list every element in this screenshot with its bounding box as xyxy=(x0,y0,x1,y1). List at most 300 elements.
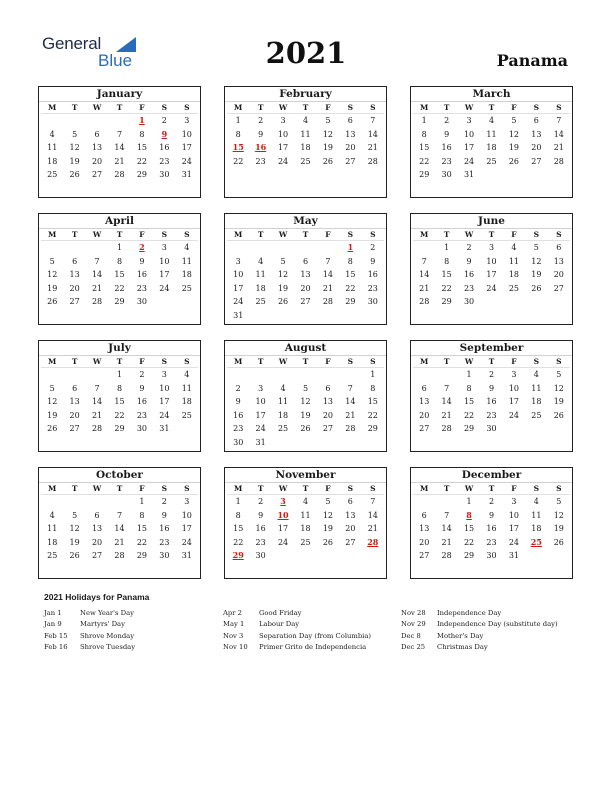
day-cell: 1 xyxy=(421,116,427,125)
day-cell: 16 xyxy=(463,270,475,280)
day-cell: 3 xyxy=(184,497,190,506)
day-cell: 22 xyxy=(136,156,148,166)
day-cell: 7 xyxy=(444,510,450,520)
day-cell: 2 xyxy=(466,243,472,252)
day-cell: 12 xyxy=(47,397,58,407)
day-cell: 18 xyxy=(508,270,520,280)
holiday-date: Apr 2 xyxy=(223,609,242,617)
day-cell: 19 xyxy=(508,143,520,153)
day-cell: 12 xyxy=(69,524,80,534)
holiday-name: Martyrs' Day xyxy=(80,620,125,629)
day-cell: 16 xyxy=(486,397,497,407)
day-cell: 25 xyxy=(181,410,192,420)
day-cell: 3 xyxy=(466,116,472,125)
day-cell: 27 xyxy=(553,283,564,293)
day-cell: 15 xyxy=(233,524,244,534)
empty-day-cell xyxy=(413,368,435,382)
holiday-date: Jan 9 xyxy=(44,620,62,629)
day-cell: 20 xyxy=(91,156,103,166)
day-cell: 7 xyxy=(116,510,123,520)
day-cell: 14 xyxy=(553,129,564,139)
weekday-header: S xyxy=(362,229,384,241)
day-cell: 29 xyxy=(345,297,356,307)
day-cell: 29 xyxy=(441,297,452,307)
day-cell: 14 xyxy=(91,270,103,280)
day-cell: 13 xyxy=(300,270,311,280)
empty-day-cell xyxy=(41,241,63,255)
month-february xyxy=(224,86,387,198)
weekday-header: S xyxy=(548,483,570,495)
day-cell: 25 xyxy=(277,424,289,434)
day-cell: 1 xyxy=(116,370,123,379)
month-name: December xyxy=(411,468,572,483)
day-cell: 13 xyxy=(531,129,542,139)
day-cell: 17 xyxy=(255,410,266,420)
day-cell: 26 xyxy=(69,551,80,561)
day-cell: 17 xyxy=(277,143,289,153)
day-cell: 27 xyxy=(69,424,80,434)
holiday-name: Separation Day (from Columbia) xyxy=(259,631,372,640)
holiday-date: Nov 10 xyxy=(223,643,248,652)
day-cell: 20 xyxy=(345,524,356,534)
day-cell: 8 xyxy=(116,383,123,393)
day-cell: 13 xyxy=(419,397,430,407)
day-cell: 18 xyxy=(531,397,542,407)
weekday-header: T xyxy=(108,229,130,241)
day-cell: 16 xyxy=(136,397,148,407)
weekday-header: W xyxy=(458,229,480,241)
day-cell: 12 xyxy=(322,510,334,520)
day-cell: 15 xyxy=(136,143,148,153)
day-cell: 24 xyxy=(181,156,192,166)
month-september xyxy=(410,340,573,452)
weekday-header: T xyxy=(480,229,502,241)
day-cell: 9 xyxy=(258,129,264,139)
empty-day-cell xyxy=(413,241,435,255)
holiday-row xyxy=(401,608,591,619)
day-cell: 25 xyxy=(531,410,542,420)
empty-day-cell xyxy=(63,495,85,509)
weekday-header: S xyxy=(339,483,361,495)
page-title-year: 2021 xyxy=(265,36,347,70)
holiday-date: Feb 15 xyxy=(44,631,68,640)
day-cell: 27 xyxy=(345,156,356,166)
weekday-header: S xyxy=(525,483,547,495)
day-cell: 14 xyxy=(367,129,378,139)
day-cell: 24 xyxy=(277,537,289,547)
day-cell: 14 xyxy=(441,397,452,407)
empty-day-cell xyxy=(435,368,457,382)
weekday-header: F xyxy=(131,229,153,241)
day-cell: 11 xyxy=(300,510,311,520)
weekday-header: S xyxy=(548,356,570,368)
day-cell: 3 xyxy=(235,256,241,266)
weekday-header: T xyxy=(480,483,502,495)
day-cell: 13 xyxy=(91,143,103,153)
day-cell: 10 xyxy=(508,383,520,393)
day-cell: 30 xyxy=(441,170,452,180)
day-cell: 19 xyxy=(300,410,311,420)
day-cell: 17 xyxy=(233,283,244,293)
day-cell: 23 xyxy=(255,156,266,166)
day-cell: 9 xyxy=(161,510,167,520)
day-cell: 8 xyxy=(466,383,472,393)
weekday-header: T xyxy=(63,102,85,114)
holiday-date: Dec 8 xyxy=(401,631,421,640)
weekday-header: S xyxy=(339,229,361,241)
weekday-header: W xyxy=(86,483,108,495)
holiday-day-cell: 1 xyxy=(347,242,354,252)
weekday-header: S xyxy=(548,102,570,114)
empty-day-cell xyxy=(317,368,339,382)
day-cell: 18 xyxy=(300,143,311,153)
empty-day-cell xyxy=(41,368,63,382)
month-name: October xyxy=(39,468,200,483)
day-cell: 13 xyxy=(345,129,356,139)
empty-day-cell xyxy=(63,114,85,128)
day-cell: 26 xyxy=(322,537,334,547)
day-cell: 5 xyxy=(325,497,331,506)
day-cell: 23 xyxy=(136,283,148,293)
day-cell: 12 xyxy=(322,129,334,139)
weekday-header: S xyxy=(548,229,570,241)
day-cell: 6 xyxy=(72,383,78,393)
day-cell: 21 xyxy=(367,143,378,153)
day-cell: 9 xyxy=(444,129,450,139)
day-cell: 23 xyxy=(367,283,378,293)
day-cell: 5 xyxy=(72,510,78,520)
month-june xyxy=(410,213,573,325)
day-cell: 6 xyxy=(347,116,353,125)
day-cell: 2 xyxy=(488,497,495,506)
day-cell: 3 xyxy=(511,370,517,379)
day-cell: 21 xyxy=(345,410,356,420)
weekday-header: T xyxy=(249,102,271,114)
weekday-header: T xyxy=(63,356,85,368)
weekday-header: T xyxy=(63,229,85,241)
day-cell: 10 xyxy=(463,129,475,139)
weekday-header: S xyxy=(339,356,361,368)
day-cell: 14 xyxy=(419,270,430,280)
day-cell: 4 xyxy=(49,510,55,520)
holiday-name: New Year's Day xyxy=(80,609,135,617)
day-cell: 8 xyxy=(116,256,123,266)
day-cell: 19 xyxy=(322,524,334,534)
day-cell: 5 xyxy=(302,383,309,393)
holiday-row xyxy=(223,619,413,630)
empty-day-cell xyxy=(249,241,271,255)
day-cell: 6 xyxy=(94,510,100,520)
day-cell: 23 xyxy=(233,424,244,434)
holiday-date: Dec 25 xyxy=(401,643,426,652)
day-cell: 24 xyxy=(181,537,192,547)
day-cell: 26 xyxy=(531,283,542,293)
country-name: Panama xyxy=(496,51,568,70)
day-cell: 22 xyxy=(367,410,378,420)
day-cell: 17 xyxy=(181,524,192,534)
empty-day-cell xyxy=(435,495,457,509)
day-cell: 1 xyxy=(139,497,145,506)
day-cell: 23 xyxy=(486,537,497,547)
empty-day-cell xyxy=(41,114,63,128)
day-cell: 30 xyxy=(463,297,475,307)
weekday-header: T xyxy=(63,483,85,495)
day-cell: 25 xyxy=(47,170,58,180)
day-cell: 6 xyxy=(302,256,309,266)
day-cell: 4 xyxy=(280,383,286,393)
day-cell: 17 xyxy=(181,143,192,153)
day-cell: 20 xyxy=(419,410,430,420)
day-cell: 14 xyxy=(91,397,103,407)
weekday-header: M xyxy=(227,229,249,241)
day-grid xyxy=(225,356,386,450)
holiday-name: Labour Day xyxy=(259,620,300,629)
day-cell: 8 xyxy=(235,129,241,139)
month-december xyxy=(410,467,573,579)
weekday-header: M xyxy=(413,102,435,114)
holiday-column xyxy=(401,608,591,654)
day-grid xyxy=(411,483,572,563)
weekday-header: M xyxy=(227,102,249,114)
day-cell: 22 xyxy=(419,156,430,166)
day-cell: 1 xyxy=(235,116,241,125)
day-cell: 24 xyxy=(508,410,520,420)
month-name: September xyxy=(411,341,572,356)
day-cell: 30 xyxy=(159,551,170,561)
day-cell: 13 xyxy=(69,397,80,407)
day-cell: 16 xyxy=(159,143,170,153)
day-cell: 16 xyxy=(255,524,266,534)
holiday-date: Nov 28 xyxy=(401,609,426,617)
month-july xyxy=(38,340,201,452)
day-cell: 4 xyxy=(49,129,55,139)
day-cell: 9 xyxy=(466,256,472,266)
day-grid xyxy=(411,229,572,309)
holiday-day-cell: 15 xyxy=(232,142,244,153)
day-cell: 18 xyxy=(300,524,311,534)
day-cell: 30 xyxy=(136,297,148,307)
weekday-header: F xyxy=(503,102,525,114)
month-august xyxy=(224,340,387,452)
day-cell: 11 xyxy=(531,383,542,393)
holiday-day-cell: 2 xyxy=(139,242,145,252)
month-name: April xyxy=(39,214,200,229)
day-cell: 5 xyxy=(49,383,55,393)
weekday-header: W xyxy=(458,102,480,114)
day-cell: 5 xyxy=(325,116,331,125)
day-cell: 5 xyxy=(511,116,517,125)
day-cell: 30 xyxy=(486,424,497,434)
day-cell: 27 xyxy=(345,537,356,547)
day-cell: 3 xyxy=(488,243,495,252)
day-cell: 31 xyxy=(255,437,266,447)
day-cell: 1 xyxy=(235,497,241,506)
day-cell: 16 xyxy=(136,270,148,280)
day-cell: 4 xyxy=(511,243,517,252)
weekday-header: S xyxy=(153,102,175,114)
day-cell: 2 xyxy=(161,497,167,506)
day-grid xyxy=(39,356,200,436)
weekday-header: W xyxy=(272,483,294,495)
day-cell: 3 xyxy=(184,116,190,125)
weekday-header: M xyxy=(413,229,435,241)
holiday-row xyxy=(44,631,234,642)
day-cell: 4 xyxy=(533,497,539,506)
weekday-header: T xyxy=(108,356,130,368)
month-november xyxy=(224,467,387,579)
day-cell: 31 xyxy=(181,551,192,561)
day-cell: 2 xyxy=(139,370,145,379)
day-cell: 23 xyxy=(159,156,170,166)
day-cell: 25 xyxy=(300,156,311,166)
holiday-row xyxy=(44,642,234,653)
day-cell: 6 xyxy=(421,383,427,393)
weekday-header: S xyxy=(362,102,384,114)
weekday-header: M xyxy=(41,229,63,241)
day-cell: 23 xyxy=(255,537,266,547)
logo-text-blue: Blue xyxy=(98,51,133,70)
day-cell: 3 xyxy=(258,383,264,393)
day-cell: 10 xyxy=(181,510,192,520)
holiday-day-cell: 25 xyxy=(530,536,542,547)
day-cell: 4 xyxy=(258,256,264,266)
day-cell: 11 xyxy=(255,270,266,280)
day-cell: 7 xyxy=(421,256,427,266)
day-cell: 20 xyxy=(553,270,564,280)
day-cell: 21 xyxy=(91,283,103,293)
empty-day-cell xyxy=(413,495,435,509)
empty-day-cell xyxy=(86,495,108,509)
day-cell: 9 xyxy=(370,256,376,266)
weekday-header: T xyxy=(294,356,316,368)
day-cell: 30 xyxy=(367,297,378,307)
day-cell: 18 xyxy=(486,143,497,153)
day-cell: 27 xyxy=(69,297,80,307)
day-cell: 25 xyxy=(300,537,311,547)
empty-day-cell xyxy=(294,368,316,382)
day-cell: 15 xyxy=(114,397,125,407)
day-cell: 20 xyxy=(300,283,311,293)
day-cell: 5 xyxy=(556,497,562,506)
day-cell: 24 xyxy=(486,283,497,293)
holiday-name: Christmas Day xyxy=(437,643,488,652)
day-cell: 12 xyxy=(277,270,289,280)
empty-day-cell xyxy=(86,114,108,128)
weekday-header: W xyxy=(272,356,294,368)
day-cell: 9 xyxy=(488,383,495,393)
day-cell: 10 xyxy=(233,270,244,280)
day-cell: 31 xyxy=(508,551,520,561)
holiday-day-cell: 1 xyxy=(139,115,145,125)
day-cell: 29 xyxy=(367,424,378,434)
weekday-header: T xyxy=(249,229,271,241)
month-october xyxy=(38,467,201,579)
weekday-header: T xyxy=(480,102,502,114)
day-cell: 24 xyxy=(159,283,170,293)
holiday-column xyxy=(223,608,413,654)
day-cell: 18 xyxy=(255,283,266,293)
day-cell: 28 xyxy=(91,297,103,307)
weekday-header: T xyxy=(294,229,316,241)
day-cell: 18 xyxy=(181,270,192,280)
weekday-header: F xyxy=(503,229,525,241)
day-cell: 22 xyxy=(233,537,244,547)
day-cell: 21 xyxy=(553,143,564,153)
holiday-row xyxy=(223,642,413,653)
holiday-day-cell: 29 xyxy=(232,550,244,561)
day-cell: 6 xyxy=(72,256,78,266)
day-cell: 16 xyxy=(486,524,497,534)
day-cell: 24 xyxy=(233,297,244,307)
day-cell: 12 xyxy=(69,143,80,153)
day-cell: 1 xyxy=(116,243,123,252)
weekday-header: S xyxy=(362,483,384,495)
day-cell: 13 xyxy=(322,397,334,407)
day-cell: 4 xyxy=(184,370,190,379)
holiday-row xyxy=(44,619,234,630)
day-cell: 22 xyxy=(463,410,475,420)
day-cell: 26 xyxy=(300,424,311,434)
day-cell: 21 xyxy=(114,156,125,166)
weekday-header: M xyxy=(227,356,249,368)
day-cell: 12 xyxy=(531,256,542,266)
day-cell: 19 xyxy=(277,283,289,293)
day-cell: 5 xyxy=(72,129,78,139)
empty-day-cell xyxy=(227,368,249,382)
holiday-column xyxy=(44,608,234,654)
day-cell: 6 xyxy=(94,129,100,139)
day-cell: 17 xyxy=(486,270,497,280)
day-cell: 8 xyxy=(370,383,376,393)
day-cell: 18 xyxy=(531,524,542,534)
month-name: January xyxy=(39,87,200,102)
day-cell: 12 xyxy=(553,383,564,393)
day-cell: 15 xyxy=(345,270,356,280)
day-cell: 7 xyxy=(347,383,353,393)
day-cell: 5 xyxy=(556,370,562,379)
weekday-header: F xyxy=(317,483,339,495)
weekday-header: W xyxy=(86,356,108,368)
day-cell: 7 xyxy=(556,116,562,125)
day-cell: 9 xyxy=(258,510,264,520)
day-cell: 27 xyxy=(531,156,542,166)
day-cell: 4 xyxy=(488,116,495,125)
day-grid xyxy=(225,229,386,323)
day-grid xyxy=(411,356,572,436)
day-cell: 9 xyxy=(235,397,241,407)
weekday-header: W xyxy=(272,229,294,241)
holiday-name: Mother's Day xyxy=(437,631,484,640)
day-cell: 23 xyxy=(463,283,475,293)
day-cell: 1 xyxy=(370,370,376,379)
month-march xyxy=(410,86,573,198)
weekday-header: F xyxy=(503,356,525,368)
day-cell: 31 xyxy=(181,170,192,180)
day-cell: 22 xyxy=(114,283,125,293)
day-grid xyxy=(225,102,386,168)
month-name: June xyxy=(411,214,572,229)
day-cell: 20 xyxy=(322,410,334,420)
day-cell: 22 xyxy=(114,410,125,420)
day-cell: 11 xyxy=(486,129,497,139)
holiday-name: Independence Day (substitute day) xyxy=(437,620,558,629)
day-cell: 29 xyxy=(463,551,475,561)
weekday-header: S xyxy=(525,102,547,114)
weekday-header: S xyxy=(153,356,175,368)
day-cell: 30 xyxy=(233,437,244,447)
day-cell: 10 xyxy=(159,256,170,266)
weekday-header: S xyxy=(339,102,361,114)
